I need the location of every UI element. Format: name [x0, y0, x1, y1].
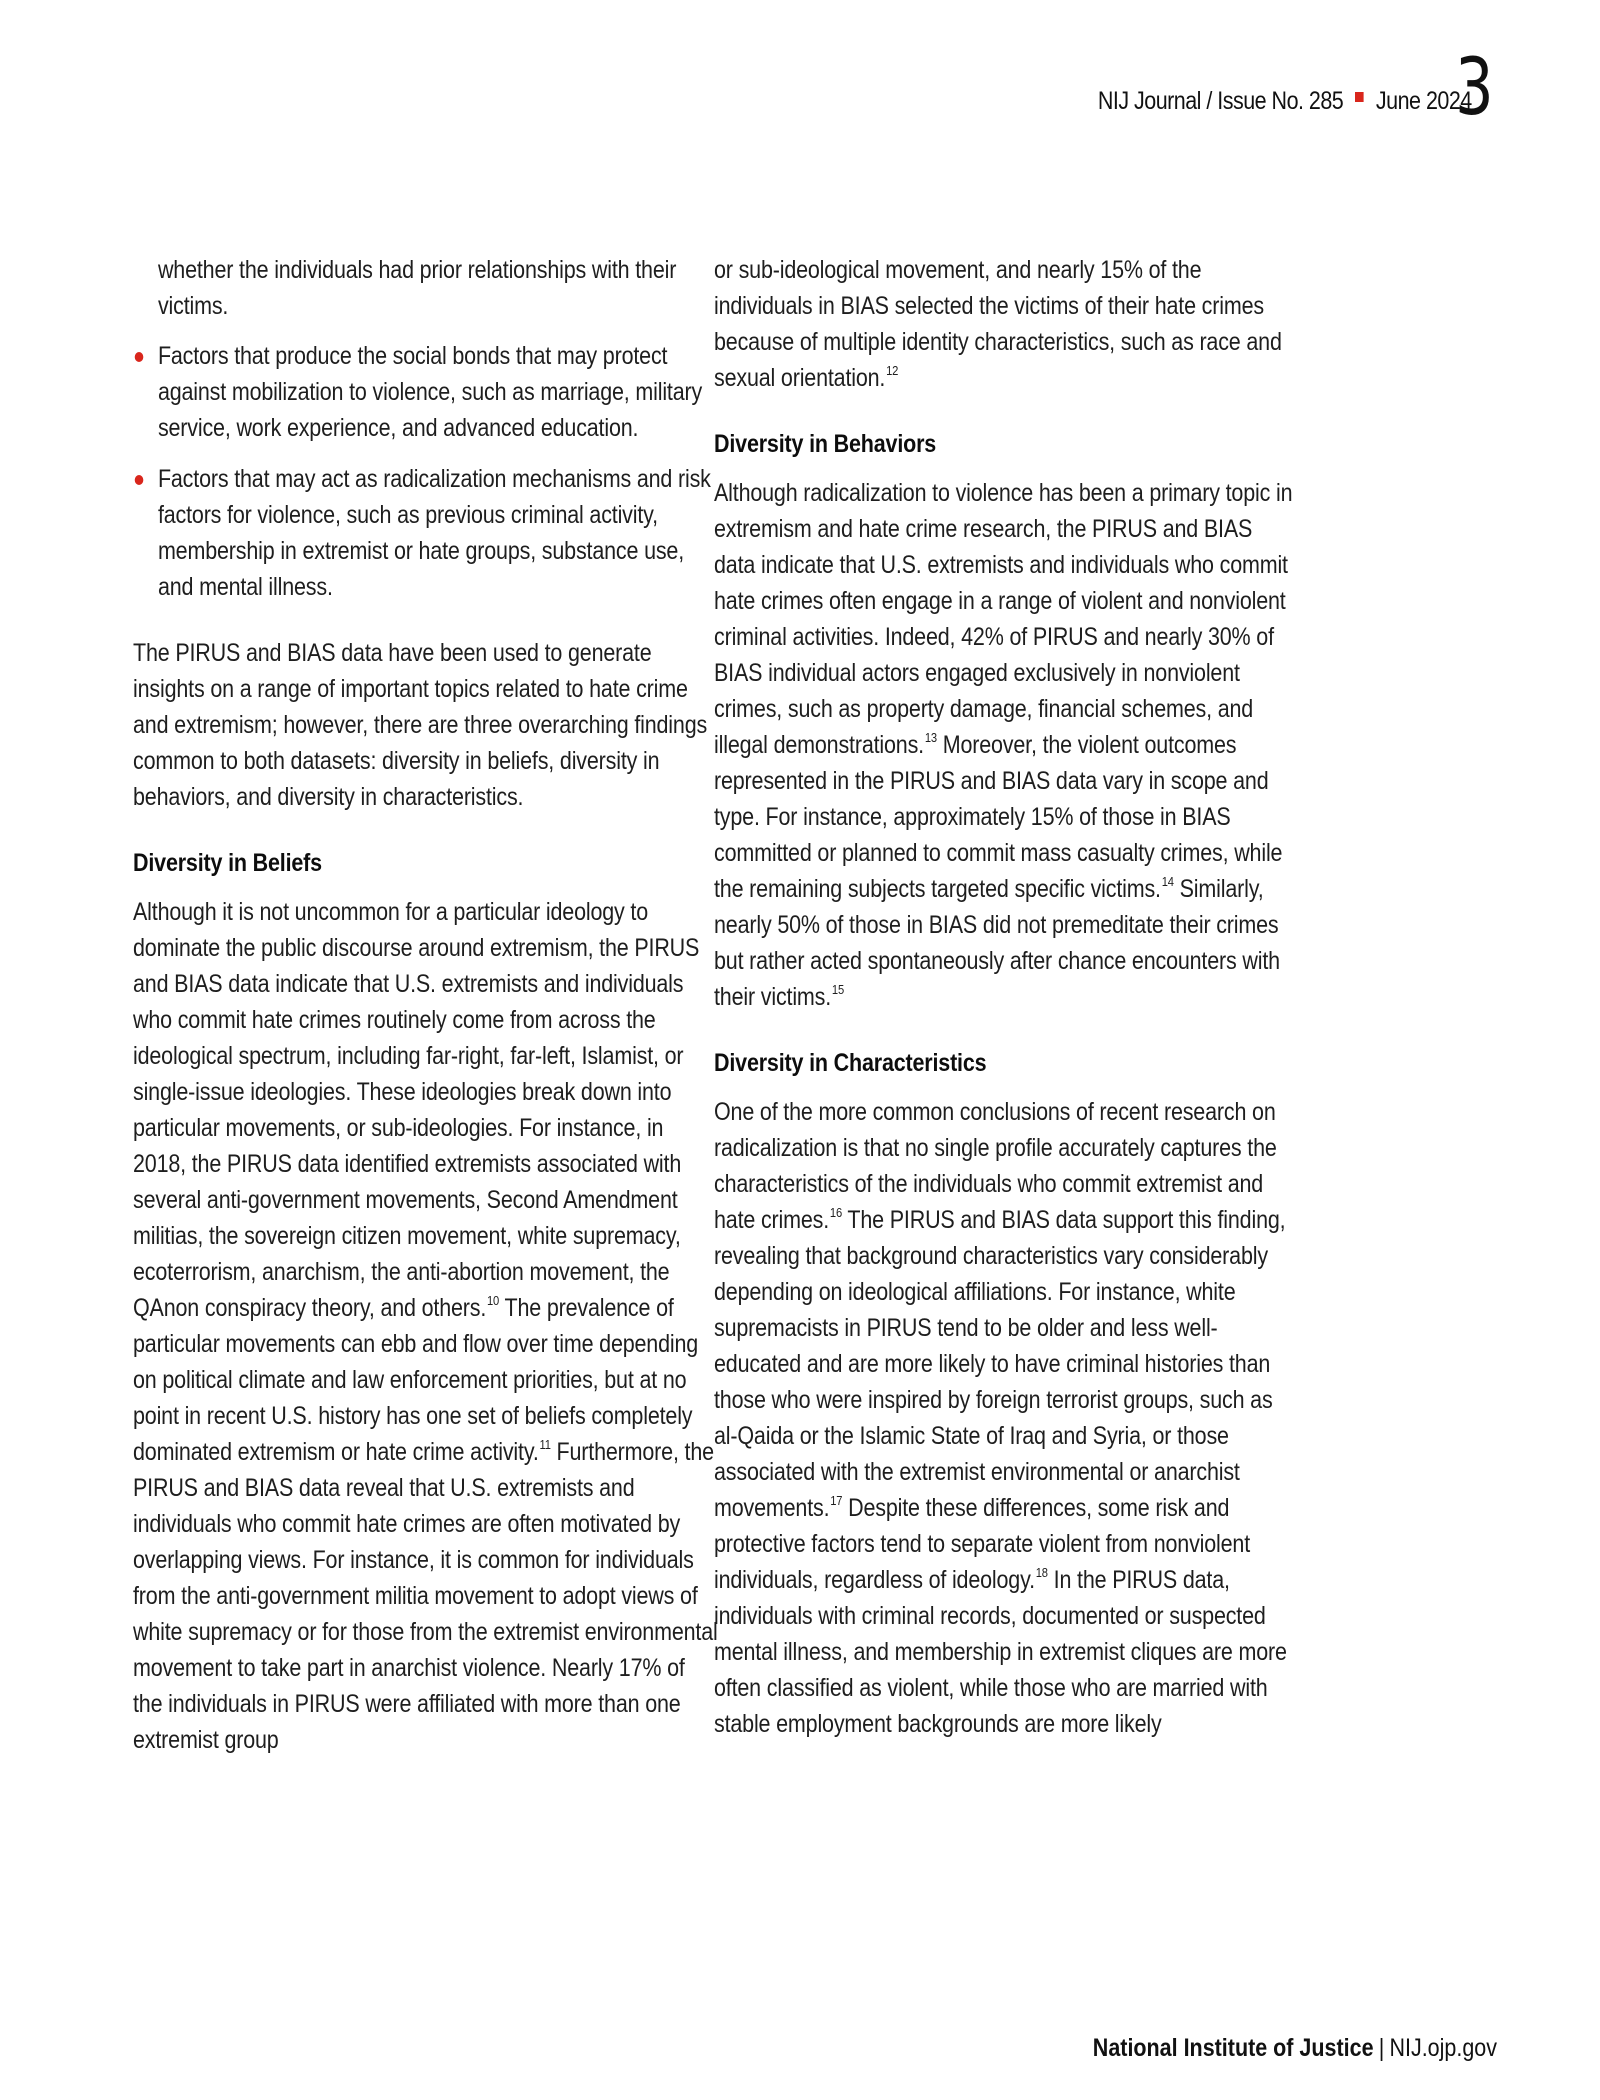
right-column	[714, 252, 1299, 1742]
behaviors-paragraph	[714, 475, 1299, 1015]
endnote-ref[interactable]: 15	[831, 982, 845, 997]
endnote-ref[interactable]: 14	[1161, 874, 1174, 889]
paragraph-text: In the PIRUS data, individuals with criminal records, documented or suspected mental illness, and membership in extremist cliques are more often classified as violent, while those who are married with stable employment backgrounds are more likely	[714, 1566, 1287, 1738]
endnote-ref[interactable]: 17	[830, 1493, 843, 1508]
paragraph-text: The PIRUS and BIAS data support this finding, revealing that background characteristics vary considerably depending on ideological affiliations. For instance, white supremacists in PIRUS tend to be older and less well-educated and are more likely to have criminal histories than those who were inspired by foreign terrorist groups, such as al-Qaida or the Islamic State of Iraq and Syria, or those associated with the extremist environmental or anarchist movements.	[714, 1206, 1286, 1522]
paragraph-text: or sub-ideological movement, and nearly 15% of the individuals in BIAS selected the victims of their hate crimes because of multiple identity characteristics, such as race and sexual orientation.	[714, 256, 1282, 392]
section-heading-behaviors: Diversity in Behaviors	[714, 430, 937, 458]
left-column	[133, 252, 718, 1758]
section-heading-characteristics: Diversity in Characteristics	[714, 1049, 987, 1077]
continued-bullet-text: whether the individuals had prior relationships with their victims.	[157, 256, 677, 320]
endnote-ref[interactable]: 13	[924, 730, 937, 745]
footer-divider: |	[1378, 2034, 1385, 2062]
paragraph-text: Similarly, nearly 50% of those in BIAS did not premeditate their crimes but rather acted spontaneously after chance encounters with their victims.	[714, 875, 1280, 1011]
footer-organization: National Institute of Justice	[1092, 2034, 1374, 2062]
page-header	[1037, 43, 1503, 133]
running-header	[1098, 87, 1472, 116]
red-square-separator-icon	[1355, 92, 1364, 102]
endnote-ref[interactable]: 11	[539, 1437, 551, 1452]
factor-list	[133, 338, 718, 605]
endnote-ref[interactable]: 12	[886, 363, 899, 378]
bullet-icon	[135, 352, 144, 362]
page-number: 3	[1455, 43, 1493, 133]
bullet-icon	[135, 475, 144, 485]
section-heading-beliefs: Diversity in Beliefs	[133, 849, 322, 877]
endnote-ref[interactable]: 16	[829, 1205, 842, 1220]
list-item	[133, 338, 718, 446]
issue-date: June 2024	[1375, 87, 1472, 115]
paragraph-text: Furthermore, the PIRUS and BIAS data reveal that U.S. extremists and individuals who commit hate crimes are often motivated by overlapping views. For instance, it is common for individuals from the anti-government militia movement to adopt views of white supremacy or for those from the extremist environmental movement to take part in anarchist violence. Nearly 17% of the individuals in PIRUS were affiliated with more than one extremist group	[133, 1438, 718, 1754]
endnote-ref[interactable]: 18	[1035, 1565, 1048, 1580]
page-footer	[1027, 2034, 1497, 2063]
paragraph-text: Despite these differences, some risk and protective factors tend to separate violent from nonviolent individuals, regardless of ideology.	[714, 1494, 1251, 1594]
paragraph-text: Although it is not uncommon for a particular ideology to dominate the public discourse around extremism, the PIRUS and BIAS data indicate that U.S. extremists and individuals who commit hate crimes routinely come from across the ideological spectrum, including far-right, far-left, Islamist, or single-issue ideologies. These ideologies break down into particular movements, or sub-ideologies. For instance, in 2018, the PIRUS data identified extremists associated with several anti-government movements, Second Amendment militias, the sovereign citizen movement, white supremacy, ecoterrorism, anarchism, the anti-abortion movement, the QAnon conspiracy theory, and others.	[133, 898, 700, 1322]
paragraph-text: The prevalence of particular movements can ebb and flow over time depending on political climate and law enforcement priorities, but at no point in recent U.S. history has one set of beliefs completely dominated extremism or hate crime activity.	[133, 1294, 699, 1466]
intro-paragraph: The PIRUS and BIAS data have been used to generate insights on a range of important topics related to hate crime and extremism; however, there are three overarching findings common to both datasets: diversity in beliefs, diversity in behaviors, and diversity in characteristics.	[133, 639, 708, 811]
endnote-ref[interactable]: 10	[486, 1293, 500, 1308]
publication-title: NIJ Journal / Issue No. 285	[1097, 87, 1343, 115]
characteristics-paragraph	[714, 1094, 1299, 1742]
continued-paragraph	[714, 252, 1299, 396]
list-item-text: Factors that may act as radicalization mechanisms and risk factors for violence, such as previous criminal activity, membership in extremist or hate groups, substance use, and mental illness.	[157, 465, 711, 601]
list-item-text: Factors that produce the social bonds that may protect against mobilization to violence, such as marriage, military service, work experience, and advanced education.	[157, 342, 703, 442]
paragraph-text: One of the more common conclusions of recent research on radicalization is that no single profile accurately captures the characteristics of the individuals who commit extremist and hate crimes.	[714, 1098, 1277, 1234]
list-item	[133, 461, 718, 605]
paragraph-text: Moreover, the violent outcomes represented in the PIRUS and BIAS data vary in scope and type. For instance, approximately 15% of those in BIAS committed or planned to commit mass casualty crimes, while the remaining subjects targeted specific victims.	[714, 731, 1283, 903]
beliefs-paragraph	[133, 894, 718, 1758]
paragraph-text: Although radicalization to violence has been a primary topic in extremism and hate crime research, the PIRUS and BIAS data indicate that U.S. extremists and individuals who commit hate crimes often engage in a range of violent and nonviolent criminal activities. Indeed, 42% of PIRUS and nearly 30% of BIAS individual actors engaged exclusively in nonviolent crimes, such as property damage, financial schemes, and illegal demonstrations.	[714, 479, 1293, 759]
footer-website-link[interactable]: NIJ.ojp.gov	[1389, 2034, 1497, 2062]
